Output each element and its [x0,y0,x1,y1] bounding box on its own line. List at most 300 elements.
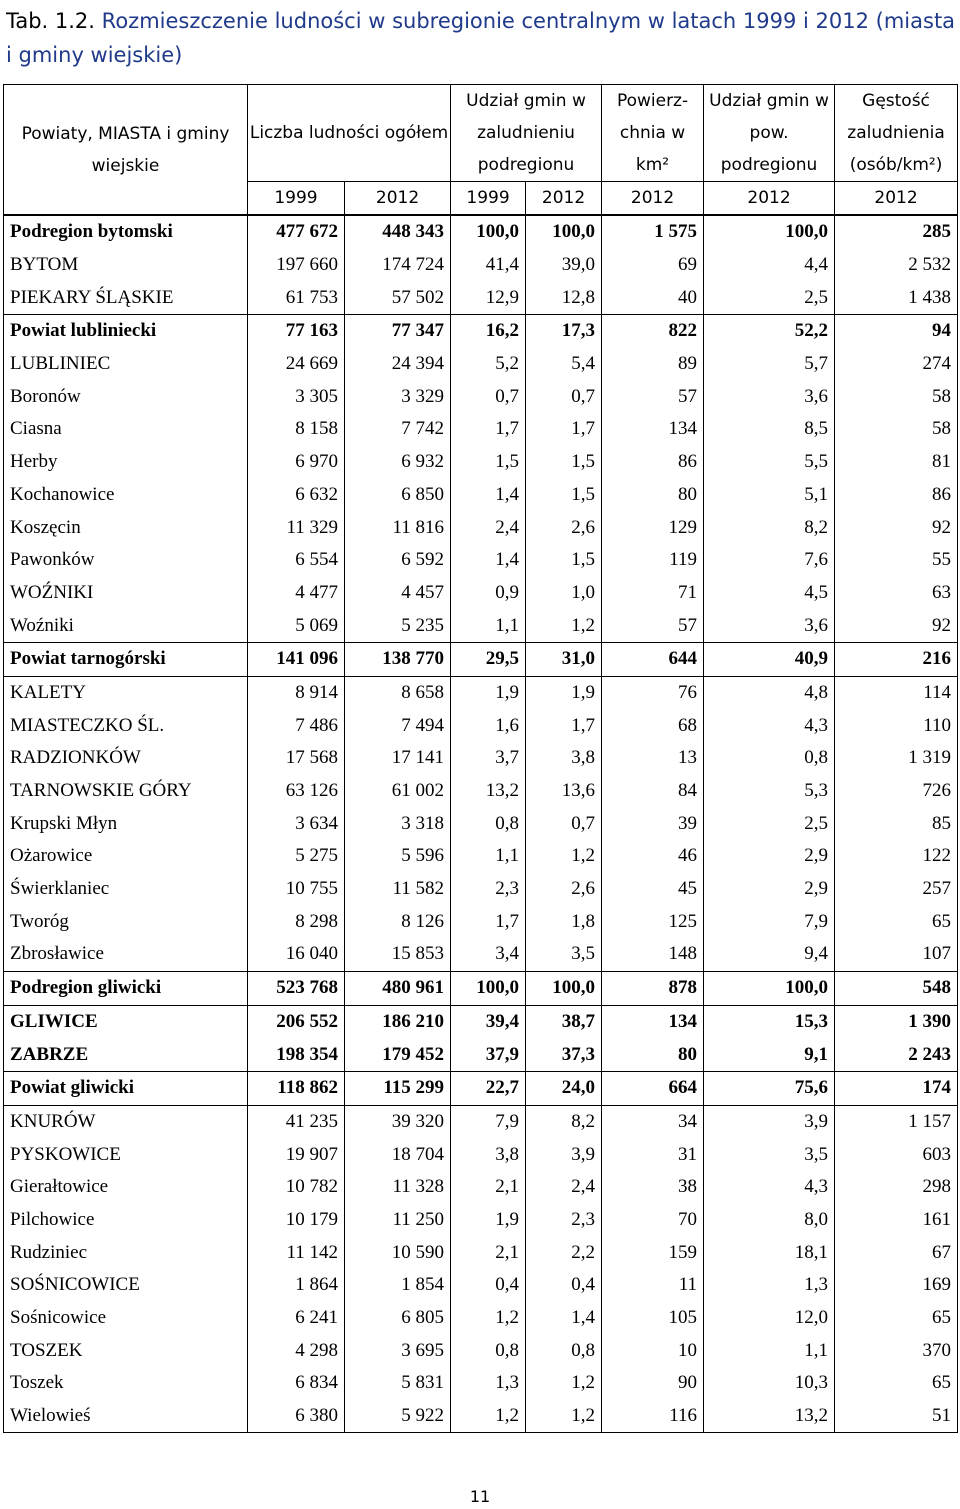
cell-value: 1,9 [451,676,526,709]
cell-value: 5 596 [345,840,451,873]
cell-value: 67 [835,1236,958,1269]
cell-value: 10,3 [704,1367,835,1400]
cell-value: 8,2 [526,1105,602,1138]
cell-value: 3 305 [248,380,345,413]
cell-value: 71 [602,577,704,610]
cell-value: 4,8 [704,676,835,709]
table-caption [6,4,956,72]
cell-value: 4,5 [704,577,835,610]
cell-value: 3 329 [345,380,451,413]
header-year: 1999 [248,182,345,216]
cell-value: 24,0 [526,1071,602,1105]
cell-value: 2,9 [704,873,835,906]
cell-value: 0,7 [451,380,526,413]
header-share-area: Udział gmin w pow. podregionu [704,85,835,182]
table-row [4,1005,958,1038]
cell-value: 5,3 [704,775,835,808]
cell-value: 5,4 [526,348,602,381]
cell-value: 161 [835,1204,958,1237]
cell-value: 6 970 [248,446,345,479]
cell-value: 12,0 [704,1302,835,1335]
table-row [4,938,958,971]
cell-value: 38 [602,1171,704,1204]
cell-value: 3,9 [704,1105,835,1138]
table-row [4,215,958,249]
unit-name: Sośnicowice [4,1302,248,1335]
cell-value: 100,0 [526,215,602,249]
cell-value: 116 [602,1400,704,1433]
table-row [4,315,958,348]
cell-value: 52,2 [704,315,835,348]
cell-value: 1,5 [451,446,526,479]
cell-value: 1,3 [451,1367,526,1400]
unit-name: TOSZEK [4,1334,248,1367]
cell-value: 80 [602,1038,704,1071]
cell-value: 5 235 [345,609,451,642]
cell-value: 2,4 [526,1171,602,1204]
cell-value: 2 532 [835,249,958,282]
table-row [4,544,958,577]
population-table [3,84,958,1433]
header-density: Gęstość zaludnienia (osób/km²) [835,85,958,182]
cell-value: 4 477 [248,577,345,610]
cell-value: 0,4 [451,1269,526,1302]
cell-value: 2,6 [526,511,602,544]
cell-value: 81 [835,446,958,479]
cell-value: 57 [602,609,704,642]
cell-value: 477 672 [248,215,345,249]
table-number: Tab. 1.2. [6,9,95,33]
cell-value: 148 [602,938,704,971]
cell-value: 61 002 [345,775,451,808]
cell-value: 548 [835,971,958,1005]
cell-value: 31,0 [526,642,602,676]
table-row [4,642,958,676]
table-row [4,1236,958,1269]
cell-value: 8,0 [704,1204,835,1237]
cell-value: 1 575 [602,215,704,249]
cell-value: 77 347 [345,315,451,348]
unit-name: WOŹNIKI [4,577,248,610]
cell-value: 24 669 [248,348,345,381]
cell-value: 63 126 [248,775,345,808]
cell-value: 92 [835,609,958,642]
cell-value: 3,5 [704,1138,835,1171]
table-row [4,1204,958,1237]
cell-value: 1,1 [451,840,526,873]
cell-value: 118 862 [248,1071,345,1105]
cell-value: 1,5 [526,446,602,479]
cell-value: 115 299 [345,1071,451,1105]
cell-value: 3,9 [526,1138,602,1171]
cell-value: 1,7 [451,905,526,938]
cell-value: 7,9 [704,905,835,938]
table-row [4,1071,958,1105]
table-row [4,1367,958,1400]
cell-value: 1,2 [526,1367,602,1400]
cell-value: 0,8 [451,1334,526,1367]
cell-value: 10 179 [248,1204,345,1237]
cell-value: 159 [602,1236,704,1269]
unit-name: Tworóg [4,905,248,938]
cell-value: 17 568 [248,742,345,775]
cell-value: 65 [835,1367,958,1400]
cell-value: 8 658 [345,676,451,709]
cell-value: 17 141 [345,742,451,775]
cell-value: 15 853 [345,938,451,971]
cell-value: 15,3 [704,1005,835,1038]
cell-value: 18 704 [345,1138,451,1171]
cell-value: 6 834 [248,1367,345,1400]
cell-value: 8,2 [704,511,835,544]
header-year: 2012 [704,182,835,216]
cell-value: 11 [602,1269,704,1302]
cell-value: 141 096 [248,642,345,676]
cell-value: 10 782 [248,1171,345,1204]
cell-value: 122 [835,840,958,873]
cell-value: 5 831 [345,1367,451,1400]
header-year: 2012 [602,182,704,216]
table-row [4,380,958,413]
cell-value: 16,2 [451,315,526,348]
header-year: 2012 [835,182,958,216]
cell-value: 179 452 [345,1038,451,1071]
cell-value: 2,5 [704,807,835,840]
unit-name: SOŚNICOWICE [4,1269,248,1302]
cell-value: 1,8 [526,905,602,938]
cell-value: 65 [835,1302,958,1335]
header-share-population: Udział gmin w zaludnieniu podregionu [451,85,602,182]
cell-value: 70 [602,1204,704,1237]
cell-value: 100,0 [704,215,835,249]
table-row [4,905,958,938]
cell-value: 39,0 [526,249,602,282]
cell-value: 7,6 [704,544,835,577]
table-row [4,281,958,314]
cell-value: 8 158 [248,413,345,446]
unit-name: BYTOM [4,249,248,282]
table-row [4,348,958,381]
cell-value: 7 494 [345,709,451,742]
cell-value: 5,7 [704,348,835,381]
cell-value: 1 438 [835,281,958,314]
cell-value: 39,4 [451,1005,526,1038]
cell-value: 8 126 [345,905,451,938]
cell-value: 3,7 [451,742,526,775]
cell-value: 46 [602,840,704,873]
cell-value: 134 [602,413,704,446]
cell-value: 186 210 [345,1005,451,1038]
cell-value: 6 805 [345,1302,451,1335]
cell-value: 5,1 [704,479,835,512]
cell-value: 4 298 [248,1334,345,1367]
cell-value: 68 [602,709,704,742]
cell-value: 94 [835,315,958,348]
cell-value: 13,6 [526,775,602,808]
table-row [4,873,958,906]
cell-value: 11 328 [345,1171,451,1204]
table-row [4,479,958,512]
cell-value: 41 235 [248,1105,345,1138]
cell-value: 664 [602,1071,704,1105]
cell-value: 80 [602,479,704,512]
table-row [4,413,958,446]
cell-value: 1,6 [451,709,526,742]
cell-value: 100,0 [451,215,526,249]
cell-value: 1,0 [526,577,602,610]
table-title: Rozmieszczenie ludności w subregionie centralnym w latach 1999 i 2012 (miasta i gminy wiejskie) [6,9,956,67]
cell-value: 13 [602,742,704,775]
cell-value: 257 [835,873,958,906]
table-row [4,1105,958,1138]
page-number: 11 [469,1487,491,1506]
cell-value: 65 [835,905,958,938]
unit-name: Powiat gliwicki [4,1071,248,1105]
cell-value: 100,0 [704,971,835,1005]
table-row [4,446,958,479]
cell-value: 216 [835,642,958,676]
cell-value: 31 [602,1138,704,1171]
table-row [4,577,958,610]
unit-name: Pawonków [4,544,248,577]
cell-value: 7 742 [345,413,451,446]
unit-name: Podregion gliwicki [4,971,248,1005]
cell-value: 644 [602,642,704,676]
unit-name: PIEKARY ŚLĄSKIE [4,281,248,314]
cell-value: 4,3 [704,1171,835,1204]
cell-value: 1 864 [248,1269,345,1302]
cell-value: 1,1 [704,1334,835,1367]
cell-value: 77 163 [248,315,345,348]
cell-value: 11 329 [248,511,345,544]
header-units: Powiaty, MIASTA i gminy wiejskie [4,85,248,216]
cell-value: 3,5 [526,938,602,971]
cell-value: 18,1 [704,1236,835,1269]
cell-value: 58 [835,413,958,446]
cell-value: 86 [602,446,704,479]
table-row [4,1400,958,1433]
unit-name: Świerklaniec [4,873,248,906]
cell-value: 1,2 [526,609,602,642]
cell-value: 10 [602,1334,704,1367]
unit-name: ZABRZE [4,1038,248,1071]
cell-value: 105 [602,1302,704,1335]
cell-value: 726 [835,775,958,808]
cell-value: 41,4 [451,249,526,282]
cell-value: 2,1 [451,1171,526,1204]
cell-value: 1,7 [526,413,602,446]
unit-name: LUBLINIEC [4,348,248,381]
cell-value: 100,0 [526,971,602,1005]
cell-value: 2 243 [835,1038,958,1071]
unit-name: Toszek [4,1367,248,1400]
header-year: 2012 [526,182,602,216]
unit-name: Rudziniec [4,1236,248,1269]
cell-value: 134 [602,1005,704,1038]
cell-value: 11 582 [345,873,451,906]
cell-value: 3 634 [248,807,345,840]
cell-value: 2,5 [704,281,835,314]
cell-value: 5,5 [704,446,835,479]
table-row [4,971,958,1005]
cell-value: 22,7 [451,1071,526,1105]
cell-value: 169 [835,1269,958,1302]
table-row [4,742,958,775]
cell-value: 10 590 [345,1236,451,1269]
unit-name: Gierałtowice [4,1171,248,1204]
cell-value: 448 343 [345,215,451,249]
cell-value: 0,8 [526,1334,602,1367]
header-year: 1999 [451,182,526,216]
cell-value: 61 753 [248,281,345,314]
cell-value: 206 552 [248,1005,345,1038]
cell-value: 5,2 [451,348,526,381]
cell-value: 63 [835,577,958,610]
cell-value: 10 755 [248,873,345,906]
unit-name: Koszęcin [4,511,248,544]
cell-value: 8,5 [704,413,835,446]
table-row [4,249,958,282]
cell-value: 1,9 [451,1204,526,1237]
cell-value: 0,9 [451,577,526,610]
cell-value: 8 914 [248,676,345,709]
cell-value: 2,2 [526,1236,602,1269]
cell-value: 6 592 [345,544,451,577]
unit-name: Powiat lubliniecki [4,315,248,348]
unit-name: MIASTECZKO ŚL. [4,709,248,742]
cell-value: 197 660 [248,249,345,282]
cell-value: 5 069 [248,609,345,642]
cell-value: 174 724 [345,249,451,282]
cell-value: 822 [602,315,704,348]
cell-value: 37,9 [451,1038,526,1071]
unit-name: Wielowieś [4,1400,248,1433]
unit-name: Powiat tarnogórski [4,642,248,676]
cell-value: 0,7 [526,380,602,413]
header-population: Liczba ludności ogółem [248,85,451,182]
cell-value: 7 486 [248,709,345,742]
cell-value: 1,7 [526,709,602,742]
cell-value: 24 394 [345,348,451,381]
cell-value: 6 850 [345,479,451,512]
cell-value: 6 380 [248,1400,345,1433]
cell-value: 7,9 [451,1105,526,1138]
table-row [4,1171,958,1204]
unit-name: Kochanowice [4,479,248,512]
cell-value: 13,2 [451,775,526,808]
cell-value: 285 [835,215,958,249]
cell-value: 138 770 [345,642,451,676]
cell-value: 4 457 [345,577,451,610]
table-row [4,840,958,873]
unit-name: PYSKOWICE [4,1138,248,1171]
cell-value: 2,1 [451,1236,526,1269]
cell-value: 9,4 [704,938,835,971]
cell-value: 6 241 [248,1302,345,1335]
cell-value: 480 961 [345,971,451,1005]
cell-value: 1,2 [451,1302,526,1335]
cell-value: 19 907 [248,1138,345,1171]
table-body [4,215,958,1433]
cell-value: 125 [602,905,704,938]
cell-value: 51 [835,1400,958,1433]
cell-value: 76 [602,676,704,709]
unit-name: GLIWICE [4,1005,248,1038]
cell-value: 110 [835,709,958,742]
table-row [4,709,958,742]
cell-value: 29,5 [451,642,526,676]
unit-name: Podregion bytomski [4,215,248,249]
cell-value: 55 [835,544,958,577]
cell-value: 1,4 [526,1302,602,1335]
table-row [4,1038,958,1071]
cell-value: 6 554 [248,544,345,577]
cell-value: 1,9 [526,676,602,709]
cell-value: 11 816 [345,511,451,544]
cell-value: 1,2 [526,1400,602,1433]
cell-value: 1,7 [451,413,526,446]
unit-name: TARNOWSKIE GÓRY [4,775,248,808]
cell-value: 0,8 [704,742,835,775]
cell-value: 40 [602,281,704,314]
cell-value: 90 [602,1367,704,1400]
cell-value: 523 768 [248,971,345,1005]
cell-value: 1,3 [704,1269,835,1302]
unit-name: Woźniki [4,609,248,642]
table-row [4,807,958,840]
cell-value: 2,6 [526,873,602,906]
cell-value: 119 [602,544,704,577]
cell-value: 86 [835,479,958,512]
table-row [4,1334,958,1367]
cell-value: 84 [602,775,704,808]
table-row [4,775,958,808]
cell-value: 1 319 [835,742,958,775]
cell-value: 85 [835,807,958,840]
unit-name: Pilchowice [4,1204,248,1237]
cell-value: 89 [602,348,704,381]
cell-value: 39 [602,807,704,840]
cell-value: 3,4 [451,938,526,971]
table-row [4,511,958,544]
cell-value: 4,4 [704,249,835,282]
table-row [4,609,958,642]
cell-value: 878 [602,971,704,1005]
cell-value: 2,9 [704,840,835,873]
cell-value: 92 [835,511,958,544]
cell-value: 3 318 [345,807,451,840]
unit-name: Boronów [4,380,248,413]
unit-name: RADZIONKÓW [4,742,248,775]
cell-value: 17,3 [526,315,602,348]
cell-value: 45 [602,873,704,906]
cell-value: 38,7 [526,1005,602,1038]
cell-value: 37,3 [526,1038,602,1071]
cell-value: 107 [835,938,958,971]
cell-value: 57 [602,380,704,413]
table-row [4,1269,958,1302]
cell-value: 69 [602,249,704,282]
unit-name: Ożarowice [4,840,248,873]
cell-value: 129 [602,511,704,544]
cell-value: 16 040 [248,938,345,971]
cell-value: 1,4 [451,544,526,577]
cell-value: 8 298 [248,905,345,938]
cell-value: 2,3 [451,873,526,906]
cell-value: 370 [835,1334,958,1367]
cell-value: 1,2 [451,1400,526,1433]
header-area: Powierz- chnia w km² [602,85,704,182]
